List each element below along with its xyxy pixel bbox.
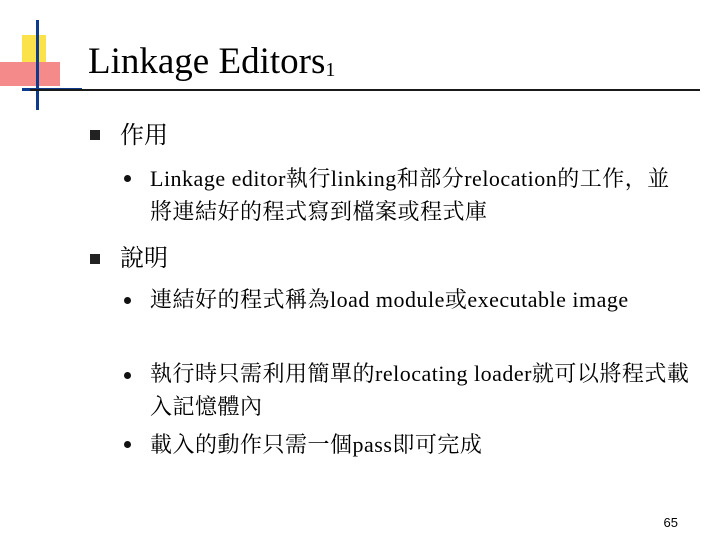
section-heading: 作用 [120,121,168,149]
item-bullet-icon [124,372,131,379]
list-item: 執行時只需利用簡單的relocating loader就可以將程式載入記憶體內 [150,361,690,419]
slide-title [88,40,335,92]
item-bullet-icon [124,441,131,448]
item-bullet-icon [124,297,131,304]
slide-title-subscript: 1 [325,59,336,81]
decor-red-square [0,62,60,86]
list-item: Linkage editor執行linking和部分relocation的工作，並將連結好的程式寫到檔案或程式庫 [150,166,670,224]
page-number: 65 [663,515,678,530]
decor-vertical-bar [36,20,39,110]
section-heading: 說明 [120,244,168,272]
list-item: 載入的動作只需一個pass即可完成 [150,432,483,457]
list-item: 連結好的程式稱為load module或executable image [150,287,629,312]
item-bullet-icon [124,175,131,182]
section-bullet-icon [90,254,100,264]
slide-title-text: Linkage Editors [88,41,326,82]
section-bullet-icon [90,130,100,140]
